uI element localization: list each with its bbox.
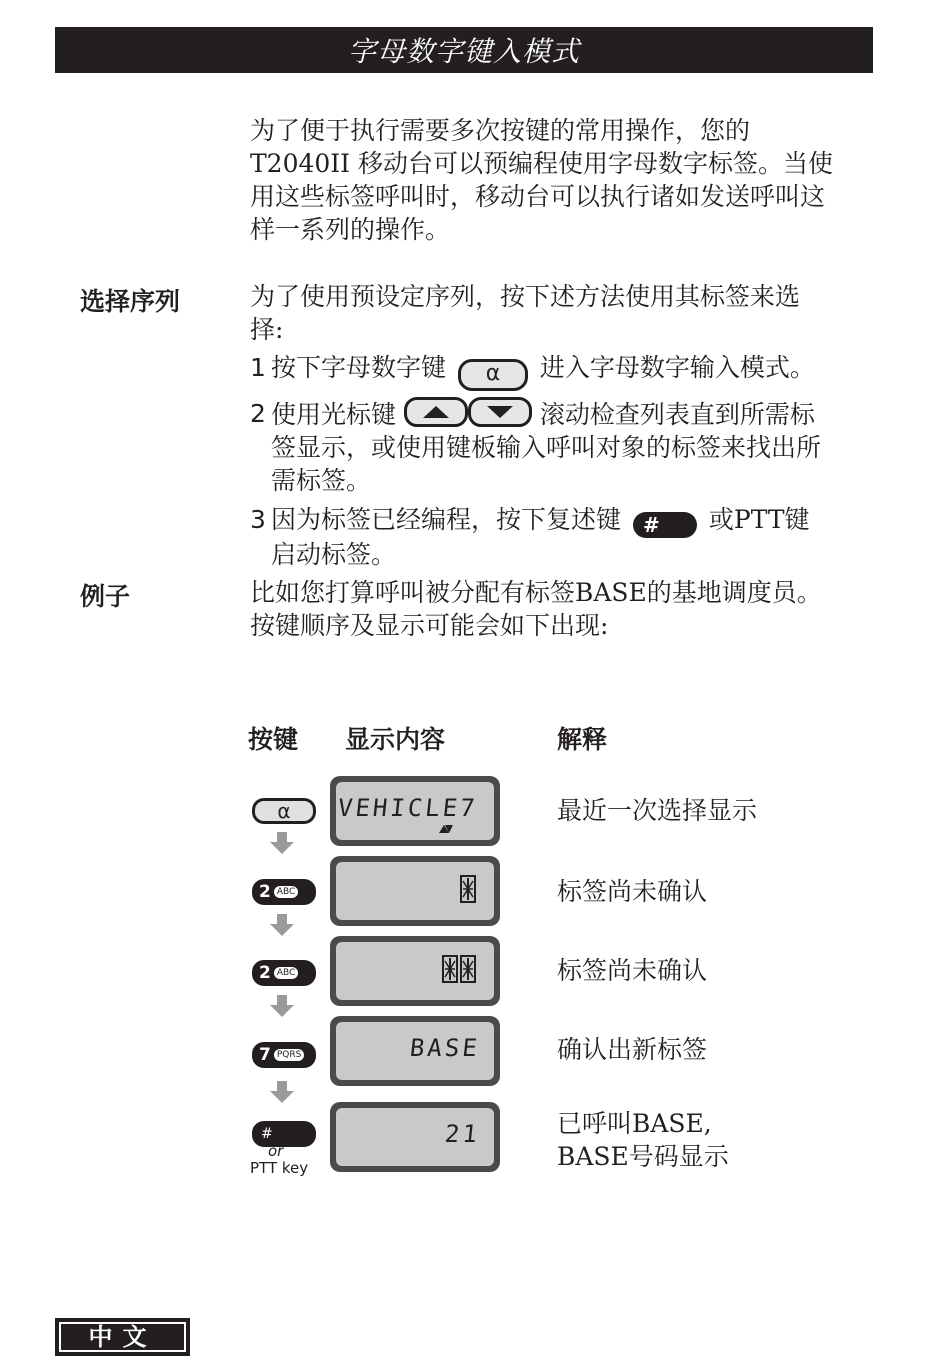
select-sequence-body	[250, 280, 870, 571]
scroll-up-key-icon	[404, 397, 468, 427]
lcd-text: VEHICLE7	[336, 794, 480, 822]
alpha-key-icon: α	[252, 798, 316, 824]
column-header-explanation: 解释	[557, 725, 608, 754]
arrow-down-icon	[270, 832, 294, 854]
step-number: 3	[250, 505, 266, 534]
example-line: 比如您打算呼叫被分配有标签BASE的基地调度员。	[250, 578, 822, 607]
scroll-indicator-icon	[438, 824, 454, 834]
lcd-display	[330, 1102, 500, 1172]
step-text: 因为标签已经编程，按下复述键	[271, 505, 622, 534]
scroll-down-key-icon	[468, 397, 532, 427]
key-2-abc-icon: 2 ABC	[252, 960, 316, 986]
arrow-down-icon	[270, 995, 294, 1017]
recall-hash-key-icon: #	[633, 512, 697, 538]
arrow-down-icon	[270, 914, 294, 936]
cursor-block-icon	[442, 955, 458, 983]
explanation-line: BASE号码显示	[557, 1142, 729, 1171]
or-label: or	[268, 1142, 284, 1160]
lcd-text: BASE	[408, 1034, 482, 1062]
alpha-key-icon: α	[458, 359, 528, 391]
explanation-text: 标签尚未确认	[557, 877, 708, 906]
step-text: 签显示，或使用键板输入呼叫对象的标签来找出所	[271, 433, 822, 462]
lcd-display	[330, 1016, 500, 1086]
example-body	[250, 576, 870, 642]
step-text: 或PTT键	[708, 505, 810, 534]
step-text: 滚动检查列表直到所需标	[539, 400, 815, 429]
column-header-display: 显示内容	[345, 725, 446, 754]
lcd-display	[330, 936, 500, 1006]
cursor-block-icon	[460, 875, 476, 903]
explanation-text: 确认出新标签	[557, 1035, 708, 1064]
intro-line: 用这些标签呼叫时，移动台可以执行诸如发送呼叫这	[250, 182, 826, 211]
step-text: 使用光标键	[271, 400, 397, 429]
lcd-display	[330, 776, 500, 846]
key-7-pqrs-icon: 7 PQRS	[252, 1042, 316, 1068]
step-text: 启动标签。	[271, 540, 397, 569]
intro-line: 样一系列的操作。	[250, 215, 451, 244]
key-2-abc-icon: 2 ABC	[252, 879, 316, 905]
step-number: 1	[250, 353, 266, 382]
select-line: 择:	[250, 315, 284, 344]
step-text: 进入字母数字输入模式。	[539, 353, 815, 382]
example-heading: 例子	[80, 582, 131, 611]
intro-line: T2040II 移动台可以预编程使用字母数字标签。当使	[250, 149, 833, 178]
intro-paragraph	[250, 114, 870, 246]
example-line: 按键顺序及显示可能会如下出现:	[250, 611, 609, 640]
intro-line: 为了便于执行需要多次按键的常用操作，您的	[250, 116, 751, 145]
explanation-text	[557, 1107, 729, 1173]
step-text: 需标签。	[271, 466, 372, 495]
explanation-text: 标签尚未确认	[557, 956, 708, 985]
step-3	[250, 503, 870, 571]
select-line: 为了使用预设定序列，按下述方法使用其标签来选	[250, 282, 801, 311]
arrow-down-icon	[270, 1081, 294, 1103]
lcd-text: 21	[443, 1120, 482, 1148]
section-header-bar	[55, 27, 873, 73]
cursor-block-icon	[460, 955, 476, 983]
lcd-display	[330, 856, 500, 926]
ptt-key-label: PTT key	[250, 1159, 309, 1177]
explanation-line: 已呼叫BASE,	[557, 1109, 712, 1138]
section-title: 字母数字键入模式	[347, 35, 580, 68]
hash-key-icon: #	[252, 1121, 316, 1147]
select-sequence-heading: 选择序列	[80, 287, 181, 316]
column-header-key: 按键	[248, 725, 299, 754]
language-tab	[55, 1318, 190, 1356]
step-2	[250, 397, 870, 497]
step-number: 2	[250, 399, 266, 428]
language-label: 中文	[59, 1322, 186, 1352]
explanation-text: 最近一次选择显示	[557, 796, 758, 825]
step-1	[250, 351, 870, 391]
step-text: 按下字母数字键	[271, 353, 447, 382]
